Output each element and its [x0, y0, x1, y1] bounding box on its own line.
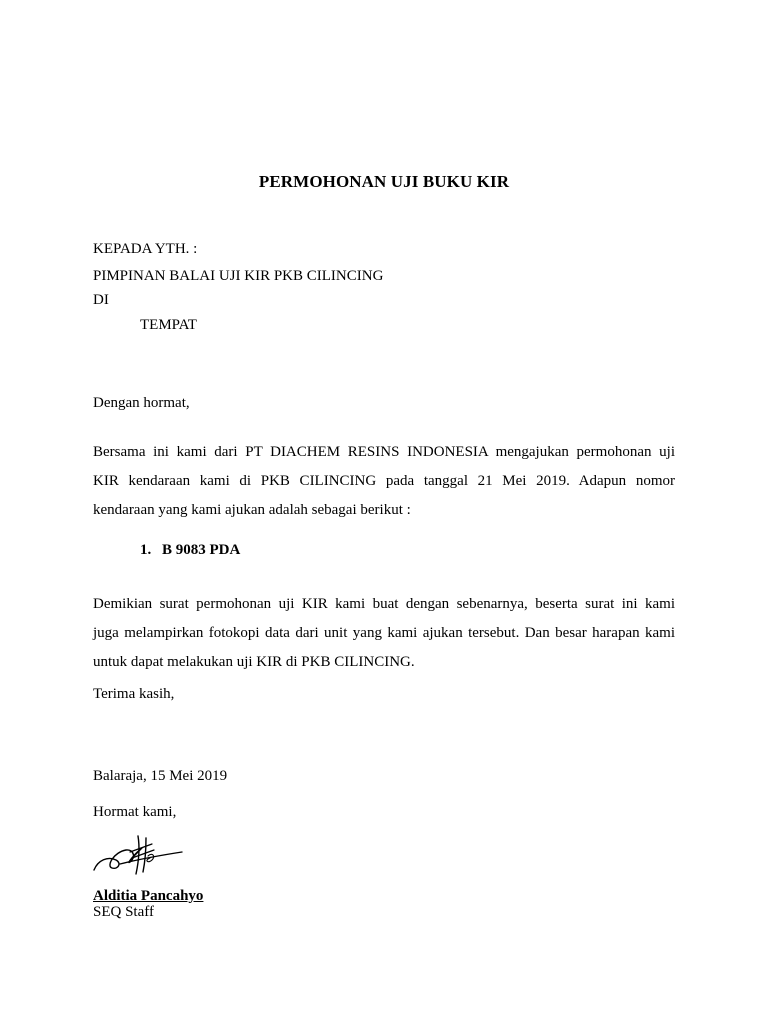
body-paragraph-1-line: KIR kendaraan kami di PKB CILINCING pada tanggal 21 Mei 2019. Adapun nomor [93, 473, 675, 489]
body-paragraph-2-line: Demikian surat permohonan uji KIR kami buat dengan sebenarnya, beserta surat ini kami [93, 596, 675, 612]
place-date: Balaraja, 15 Mei 2019 [93, 768, 228, 784]
recipient-di: DI [93, 292, 109, 308]
regards: Hormat kami, [93, 804, 177, 820]
greeting: Dengan hormat, [93, 395, 190, 411]
body-paragraph-1 [93, 438, 675, 525]
vehicle-list-item [140, 542, 240, 559]
body-paragraph-2-line: juga melampirkan fotokopi data dari unit yang kami ajukan tersebut. Dan besar harapan kami [93, 625, 675, 641]
letter-title: PERMOHONAN UJI BUKU KIR [258, 172, 510, 191]
recipient-to-label: KEPADA YTH. : [93, 241, 198, 257]
signer-name: Alditia Pancahyo [93, 888, 204, 904]
signature-icon [90, 830, 185, 878]
recipient-name: PIMPINAN BALAI UJI KIR PKB CILINCING [93, 268, 384, 284]
body-paragraph-2-line: untuk dapat melakukan uji KIR di PKB CILINCING. [93, 654, 415, 670]
recipient-place: TEMPAT [140, 317, 197, 333]
vehicle-list-number: 1. [140, 542, 152, 558]
signer-role: SEQ Staff [93, 904, 154, 920]
body-paragraph-1-line: Bersama ini kami dari PT DIACHEM RESINS INDONESIA mengajukan permohonan uji [93, 444, 675, 460]
vehicle-plate: B 9083 PDA [162, 542, 241, 558]
closing: Terima kasih, [93, 686, 175, 702]
body-paragraph-2 [93, 590, 675, 677]
body-paragraph-1-line: kendaraan yang kami ajukan adalah sebagai berikut : [93, 502, 411, 518]
